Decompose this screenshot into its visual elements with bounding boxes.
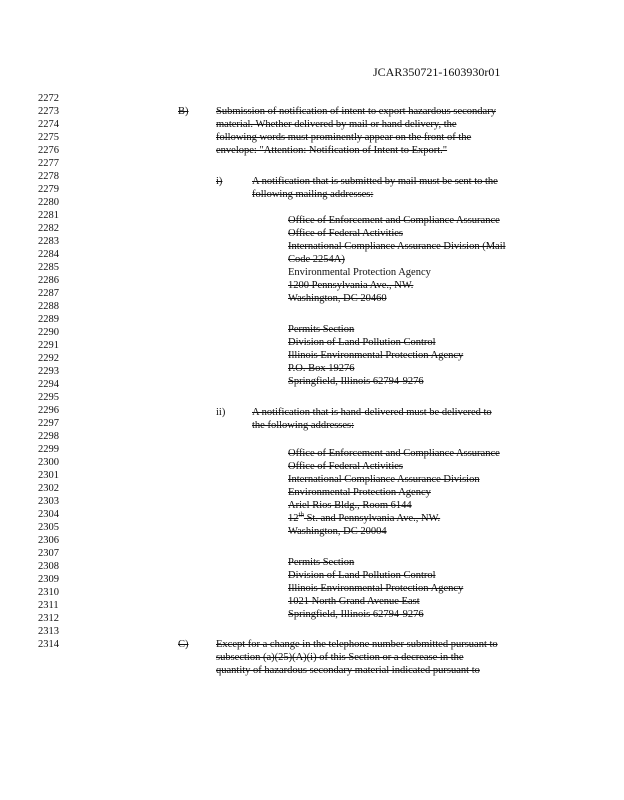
line-number: 2278 <box>38 171 59 182</box>
line-number: 2294 <box>38 379 59 390</box>
line-number: 2297 <box>38 418 59 429</box>
line-number: 2279 <box>38 184 59 195</box>
section-b-line: Submission of notification of intent to export hazardous secondary <box>216 106 496 117</box>
line-number: 2276 <box>38 145 59 156</box>
line-number: 2289 <box>38 314 59 325</box>
line-number: 2303 <box>38 496 59 507</box>
line-number: 2293 <box>38 366 59 377</box>
sub-i-address2-line: Illinois Environmental Protection Agency <box>288 350 464 361</box>
line-number: 2285 <box>38 262 59 273</box>
line-number: 2301 <box>38 470 59 481</box>
sub-ii-address2-line: Permits Section <box>288 557 355 568</box>
line-number: 2286 <box>38 275 59 286</box>
street-ordinal: th <box>298 510 304 519</box>
sub-i-address1-line: Office of Federal Activities <box>288 228 403 239</box>
line-number: 2291 <box>38 340 59 351</box>
section-b-line: material. Whether delivered by mail or hand delivery, the <box>216 119 457 130</box>
document-id: JCAR350721-1603930r01 <box>373 65 501 79</box>
sub-ii-address1-line: Ariel Rios Bldg., Room 6144 <box>288 500 412 511</box>
sub-i-address1-line: International Compliance Assurance Division (Mail <box>288 241 506 252</box>
line-number: 2272 <box>38 93 59 104</box>
line-number: 2275 <box>38 132 59 143</box>
sub-ii-address1-city: Washington, DC 20004 <box>288 526 387 537</box>
section-b-line: envelope: "Attention: Notification of Intent to Export." <box>216 145 448 156</box>
line-number: 2284 <box>38 249 59 260</box>
line-number: 2299 <box>38 444 59 455</box>
sub-ii-address2-line: 1021 North Grand Avenue East <box>288 596 420 607</box>
line-number: 2298 <box>38 431 59 442</box>
sub-i-address1-line: 1200 Pennsylvania Ave., NW. <box>288 280 414 291</box>
sub-i-address2-line: Permits Section <box>288 324 355 335</box>
sub-i-marker: i) <box>216 176 223 187</box>
line-number: 2304 <box>38 509 59 520</box>
sub-i-address2-line: Springfield, Illinois 62794-9276 <box>288 376 424 387</box>
line-number: 2314 <box>38 639 59 650</box>
sub-i-line: A notification that is submitted by mail must be sent to the <box>252 176 498 187</box>
line-number: 2296 <box>38 405 59 416</box>
line-number: 2277 <box>38 158 59 169</box>
sub-ii-address2-line: Division of Land Pollution Control <box>288 570 436 581</box>
sub-ii-address2-line: Illinois Environmental Protection Agency <box>288 583 464 594</box>
line-number: 2307 <box>38 548 59 559</box>
line-number: 2312 <box>38 613 59 624</box>
line-number: 2295 <box>38 392 59 403</box>
sub-ii-address1-line: Office of Federal Activities <box>288 461 403 472</box>
line-number: 2274 <box>38 119 59 130</box>
sub-ii-address1-street <box>288 512 440 525</box>
line-number: 2309 <box>38 574 59 585</box>
line-number: 2311 <box>38 600 59 611</box>
section-c-marker: C) <box>178 639 189 650</box>
line-number: 2281 <box>38 210 59 221</box>
line-number: 2282 <box>38 223 59 234</box>
street-name: St. and Pennsylvania Ave., NW. <box>303 513 441 524</box>
line-number: 2300 <box>38 457 59 468</box>
sub-i-address1-line: Washington, DC 20460 <box>288 293 387 304</box>
sub-i-address2-line: P.O. Box 19276 <box>288 363 355 374</box>
sub-ii-address1-line: Office of Enforcement and Compliance Assurance <box>288 448 500 459</box>
line-number: 2273 <box>38 106 59 117</box>
sub-ii-address1-line: Environmental Protection Agency <box>288 487 431 498</box>
line-number: 2283 <box>38 236 59 247</box>
line-number: 2308 <box>38 561 59 572</box>
sub-ii-address2-line: Springfield, Illinois 62794-9276 <box>288 609 424 620</box>
line-number: 2306 <box>38 535 59 546</box>
line-number: 2290 <box>38 327 59 338</box>
section-b-marker: B) <box>178 106 189 117</box>
sub-i-address1-agency: Environmental Protection Agency <box>288 267 431 278</box>
sub-ii-line: A notification that is hand-delivered must be delivered to <box>252 407 492 418</box>
sub-i-line: following mailing addresses: <box>252 189 374 200</box>
sub-i-address1-line: Code 2254A) <box>288 254 345 265</box>
line-number: 2288 <box>38 301 59 312</box>
section-b-line: following words must prominently appear on the front of the <box>216 132 472 143</box>
sub-i-address1-line: Office of Enforcement and Compliance Assurance <box>288 215 500 226</box>
line-number: 2305 <box>38 522 59 533</box>
sub-ii-address1-line: International Compliance Assurance Division <box>288 474 480 485</box>
sub-ii-marker: ii) <box>216 407 226 418</box>
sub-i-address2-line: Division of Land Pollution Control <box>288 337 436 348</box>
street-number: 12 <box>288 513 299 524</box>
line-number: 2313 <box>38 626 59 637</box>
sub-ii-line: the following addresses: <box>252 420 355 431</box>
section-c-line: subsection (a)(25)(A)(i) of this Section or a decrease in the <box>216 652 464 663</box>
section-c-line: Except for a change in the telephone number submitted pursuant to <box>216 639 498 650</box>
section-c-line: quantity of hazardous secondary material indicated pursuant to <box>216 665 480 676</box>
line-number: 2302 <box>38 483 59 494</box>
line-number: 2287 <box>38 288 59 299</box>
line-number: 2310 <box>38 587 59 598</box>
line-number: 2292 <box>38 353 59 364</box>
line-number: 2280 <box>38 197 59 208</box>
